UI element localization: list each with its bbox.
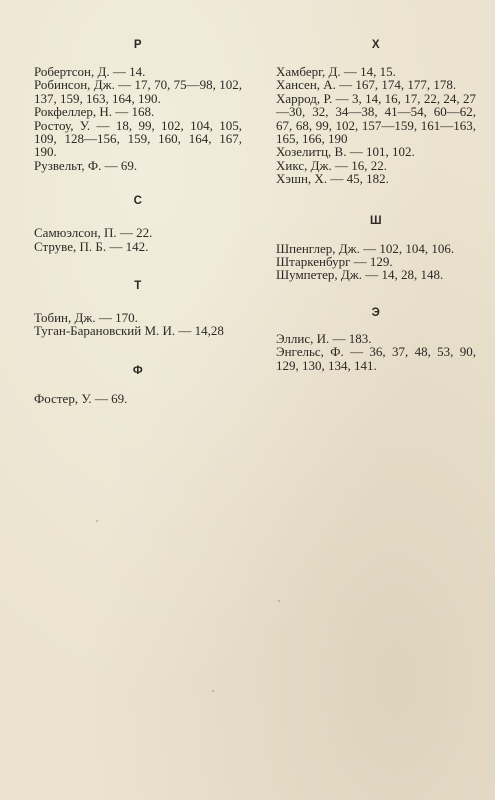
- index-entry: Рокфеллер, Н. — 168.: [34, 104, 155, 120]
- index-entry-list: [34, 226, 242, 253]
- index-entry-list: [34, 392, 242, 405]
- section-letter: Х: [371, 39, 381, 51]
- section-letter: Т: [134, 280, 142, 293]
- index-entry: Эллис, И. — 183.: [276, 330, 372, 346]
- index-entry: Шумпетер, Дж. — 14, 28, 148.: [276, 267, 444, 283]
- index-section-t: [34, 279, 242, 338]
- index-section-kh: [276, 38, 476, 186]
- index-entry: Харрод, Р. — 3, 14, 16, 17, 22, 24, 27—30, 32, 34—38, 41—54, 60—62, 67, 68, 99, 102, 157—159, 161—163, 165, 166, 190: [276, 90, 476, 147]
- index-entry-list: [276, 65, 476, 186]
- index-entry: Самюэлсон, П. — 22.: [34, 225, 153, 241]
- index-entry-list: [276, 242, 476, 282]
- section-letter: Э: [371, 306, 381, 319]
- index-entry-list: [276, 332, 476, 372]
- index-section-s: [34, 194, 242, 253]
- index-entry: Струве, П. Б. — 142.: [34, 238, 149, 254]
- index-entry: Рузвельт, Ф. — 69.: [34, 157, 138, 173]
- section-letter: Ф: [132, 364, 144, 377]
- section-letter: Р: [133, 39, 143, 51]
- index-entry-list: [34, 311, 242, 338]
- index-section-e: [276, 306, 476, 372]
- index-section-f: [34, 364, 242, 405]
- index-entry: Робинсон, Дж. — 17, 70, 75—98, 102, 137, 159, 163, 164, 190.: [34, 77, 242, 106]
- index-entry: Хамберг, Д. — 14, 15.: [276, 64, 396, 79]
- index-entry: Штаркенбург — 129.: [276, 254, 393, 270]
- index-entry: Робертсон, Д. — 14.: [34, 64, 146, 79]
- index-section-sh: [276, 214, 476, 282]
- index-entry: Туган-Барановский М. И. — 14,28: [34, 323, 224, 339]
- index-entry: Ростоу, У. — 18, 99, 102, 104, 105, 109, 128—156, 159, 160, 164, 167, 190.: [34, 117, 242, 160]
- index-entry-list: [34, 65, 242, 172]
- index-entry: Тобин, Дж. — 170.: [34, 310, 138, 326]
- index-entry: Шпенглер, Дж. — 102, 104, 106.: [276, 240, 455, 256]
- paper-speck: [278, 600, 280, 602]
- section-letter: Ш: [369, 214, 383, 227]
- index-entry: Хэшн, Х. — 45, 182.: [276, 171, 389, 187]
- paper-speck: [212, 690, 214, 692]
- index-entry: Хозелитц, В. — 101, 102.: [276, 144, 415, 160]
- paper-speck: [96, 520, 98, 522]
- index-entry: Хансен, А. — 167, 174, 177, 178.: [276, 77, 457, 93]
- index-section-r: [34, 38, 242, 172]
- section-letter: С: [133, 195, 143, 208]
- index-column-left: [34, 38, 242, 405]
- index-entry: Фостер, У. — 69.: [34, 390, 128, 406]
- index-entry: Энгельс, Ф. — 36, 37, 48, 53, 90, 129, 130, 134, 141.: [276, 344, 476, 373]
- index-column-right: [276, 38, 476, 372]
- index-entry: Хикс, Дж. — 16, 22.: [276, 157, 387, 173]
